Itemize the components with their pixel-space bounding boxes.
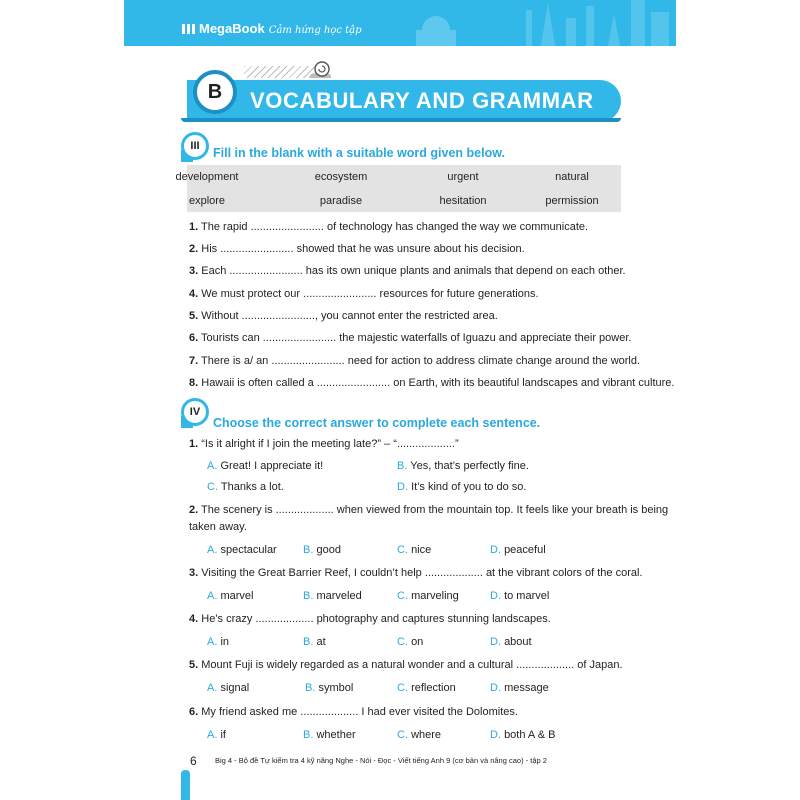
- answer-option: [490, 682, 549, 694]
- question-text: Hawaii is often called a ........................ on Earth, with its beautiful landscapes and vibrant culture.: [198, 377, 675, 389]
- question-text: His ........................ showed that he was unsure about his decision.: [198, 243, 525, 255]
- option-text: marvel: [220, 590, 254, 602]
- question-text: Without ........................, you cannot enter the restricted area.: [198, 310, 498, 322]
- option-text: nice: [411, 544, 432, 556]
- question-line: [189, 504, 668, 516]
- option-letter: C.: [397, 590, 408, 602]
- question-text: We must protect our ........................ resources for future generations.: [198, 288, 539, 300]
- question-number: 2.: [189, 243, 199, 255]
- option-letter: D.: [490, 729, 501, 741]
- word-box-item: ecosystem: [314, 171, 368, 183]
- answer-option: [397, 590, 459, 602]
- answer-option: [303, 729, 356, 741]
- answer-option: [397, 636, 423, 648]
- option-letter: C.: [397, 682, 408, 694]
- option-letter: A.: [207, 460, 218, 472]
- option-text: both A & B: [504, 729, 556, 741]
- question-number: 4.: [189, 613, 199, 625]
- option-text: marveling: [411, 590, 459, 602]
- answer-option: [490, 729, 555, 741]
- option-text: peaceful: [504, 544, 546, 556]
- question-line: [189, 613, 551, 625]
- brand-logo: [182, 21, 362, 36]
- question-text: Each ........................ has its own unique plants and animals that depend on each other.: [198, 265, 626, 277]
- word-box-item: natural: [555, 171, 589, 183]
- answer-option: [397, 544, 431, 556]
- brand-name: MegaBook: [199, 21, 265, 36]
- question-line: [189, 706, 518, 718]
- header-bar: [124, 0, 676, 46]
- option-letter: A.: [207, 682, 218, 694]
- question-line: [189, 659, 623, 671]
- question-text: He’s crazy ................... photography and captures stunning landscapes.: [198, 613, 551, 625]
- question-text: The rapid ........................ of technology has changed the way we communicate.: [198, 221, 589, 233]
- question-line: [189, 355, 640, 367]
- option-text: where: [411, 729, 442, 741]
- word-box-item: explore: [188, 195, 226, 207]
- option-letter: A.: [207, 544, 218, 556]
- answer-option: [207, 481, 284, 493]
- option-text: to marvel: [504, 590, 550, 602]
- answer-option: [490, 544, 546, 556]
- option-letter: C.: [397, 544, 408, 556]
- option-letter: A.: [207, 636, 218, 648]
- option-letter: B.: [303, 729, 314, 741]
- option-letter: C.: [207, 481, 218, 493]
- option-text: reflection: [411, 682, 456, 694]
- question-text: My friend asked me ................... I had ever visited the Dolomites.: [198, 706, 518, 718]
- option-letter: B.: [303, 544, 314, 556]
- option-text: about: [504, 636, 532, 648]
- question-text: There is a/ an ........................ need for action to address climate change around the world.: [198, 355, 641, 367]
- exercise-iv-instruction: Choose the correct answer to complete each sentence.: [213, 416, 541, 430]
- section-letter: B: [193, 70, 237, 114]
- word-box-item: hesitation: [439, 195, 487, 207]
- option-letter: D.: [490, 636, 501, 648]
- snail-icon: [307, 60, 333, 80]
- answer-option: [305, 682, 353, 694]
- answer-option: [207, 682, 249, 694]
- option-text: whether: [316, 729, 356, 741]
- megabook-logo-icon: [182, 24, 196, 34]
- option-letter: D.: [397, 481, 408, 493]
- answer-option: [397, 682, 456, 694]
- answer-option: [303, 636, 326, 648]
- question-number: 3.: [189, 567, 199, 579]
- answer-option: [397, 729, 441, 741]
- page-number: 6: [190, 754, 197, 768]
- question-line: [189, 438, 459, 450]
- option-text: good: [316, 544, 341, 556]
- option-letter: A.: [207, 590, 218, 602]
- question-line-continued: taken away.: [189, 521, 247, 533]
- answer-option: [303, 590, 362, 602]
- option-text: message: [504, 682, 549, 694]
- option-text: at: [316, 636, 326, 648]
- question-line: [189, 243, 525, 255]
- question-line: [189, 265, 626, 277]
- question-line: [189, 567, 642, 579]
- option-letter: D.: [490, 544, 501, 556]
- answer-option: [207, 590, 253, 602]
- question-number: 2.: [189, 504, 199, 516]
- word-box: [175, 165, 621, 212]
- question-line: [189, 377, 674, 389]
- option-text: marveled: [316, 590, 362, 602]
- answer-option: [207, 460, 323, 472]
- option-text: Thanks a lot.: [220, 481, 284, 493]
- question-number: 4.: [189, 288, 199, 300]
- answer-option: [207, 729, 226, 741]
- option-text: symbol: [318, 682, 354, 694]
- question-line: [189, 221, 588, 233]
- option-text: signal: [220, 682, 250, 694]
- option-letter: D.: [490, 590, 501, 602]
- answer-option: [207, 544, 277, 556]
- question-line: [189, 288, 539, 300]
- option-letter: C.: [397, 729, 408, 741]
- answer-option: [303, 544, 341, 556]
- footer-text: Big 4 - Bộ đề Tự kiểm tra 4 kỹ năng Nghe - Nói - Đọc - Viết tiếng Anh 9 (cơ bản và nâng cao) - tập 2: [215, 756, 547, 765]
- option-letter: A.: [207, 729, 218, 741]
- answer-option: [490, 590, 549, 602]
- brand-tagline: Cảm hứng học tập: [268, 25, 362, 36]
- question-text: Visiting the Great Barrier Reef, I couldn’t help ................... at the vibrant colors of the coral.: [198, 567, 643, 579]
- option-letter: B.: [303, 590, 314, 602]
- option-text: Yes, that’s perfectly fine.: [410, 460, 529, 472]
- question-text: Tourists can ........................ the majestic waterfalls of Iguazu and appreciate their power.: [198, 332, 632, 344]
- answer-option: [397, 481, 526, 493]
- footer-tab: [181, 770, 190, 800]
- option-text: It’s kind of you to do so.: [411, 481, 527, 493]
- question-line: [189, 332, 631, 344]
- option-text: Great! I appreciate it!: [220, 460, 324, 472]
- exercise-number-iv: IV: [181, 398, 209, 426]
- question-number: 6.: [189, 706, 199, 718]
- question-line: [189, 310, 498, 322]
- answer-option: [207, 636, 229, 648]
- question-number: 6.: [189, 332, 199, 344]
- option-letter: D.: [490, 682, 501, 694]
- skyline-decoration-icon: [376, 0, 676, 46]
- exercise-number-iii: III: [181, 132, 209, 160]
- option-text: if: [220, 729, 226, 741]
- word-box-item: development: [175, 171, 239, 183]
- word-box-item: permission: [545, 195, 599, 207]
- question-number: 7.: [189, 355, 199, 367]
- exercise-iii-instruction: Fill in the blank with a suitable word given below.: [213, 146, 505, 160]
- option-letter: C.: [397, 636, 408, 648]
- answer-option: [397, 460, 529, 472]
- option-text: in: [220, 636, 230, 648]
- option-text: spectacular: [220, 544, 277, 556]
- question-text: “Is it alright if I join the meeting late?” – “...................”: [198, 438, 459, 450]
- question-number: 5.: [189, 310, 199, 322]
- word-box-item: paradise: [319, 195, 363, 207]
- option-letter: B.: [397, 460, 408, 472]
- option-text: on: [411, 636, 424, 648]
- question-text: Mount Fuji is widely regarded as a natural wonder and a cultural ................... of Japan.: [198, 659, 623, 671]
- question-number: 5.: [189, 659, 199, 671]
- section-banner-shadow: [181, 118, 621, 122]
- question-number: 1.: [189, 221, 199, 233]
- option-letter: B.: [305, 682, 316, 694]
- word-box-item: urgent: [447, 171, 479, 183]
- question-number: 8.: [189, 377, 199, 389]
- section-title: VOCABULARY AND GRAMMAR: [250, 88, 594, 113]
- question-text: The scenery is ................... when viewed from the mountain top. It feels like your breath is being: [198, 504, 669, 516]
- option-letter: B.: [303, 636, 314, 648]
- question-number: 1.: [189, 438, 199, 450]
- question-number: 3.: [189, 265, 199, 277]
- answer-option: [490, 636, 532, 648]
